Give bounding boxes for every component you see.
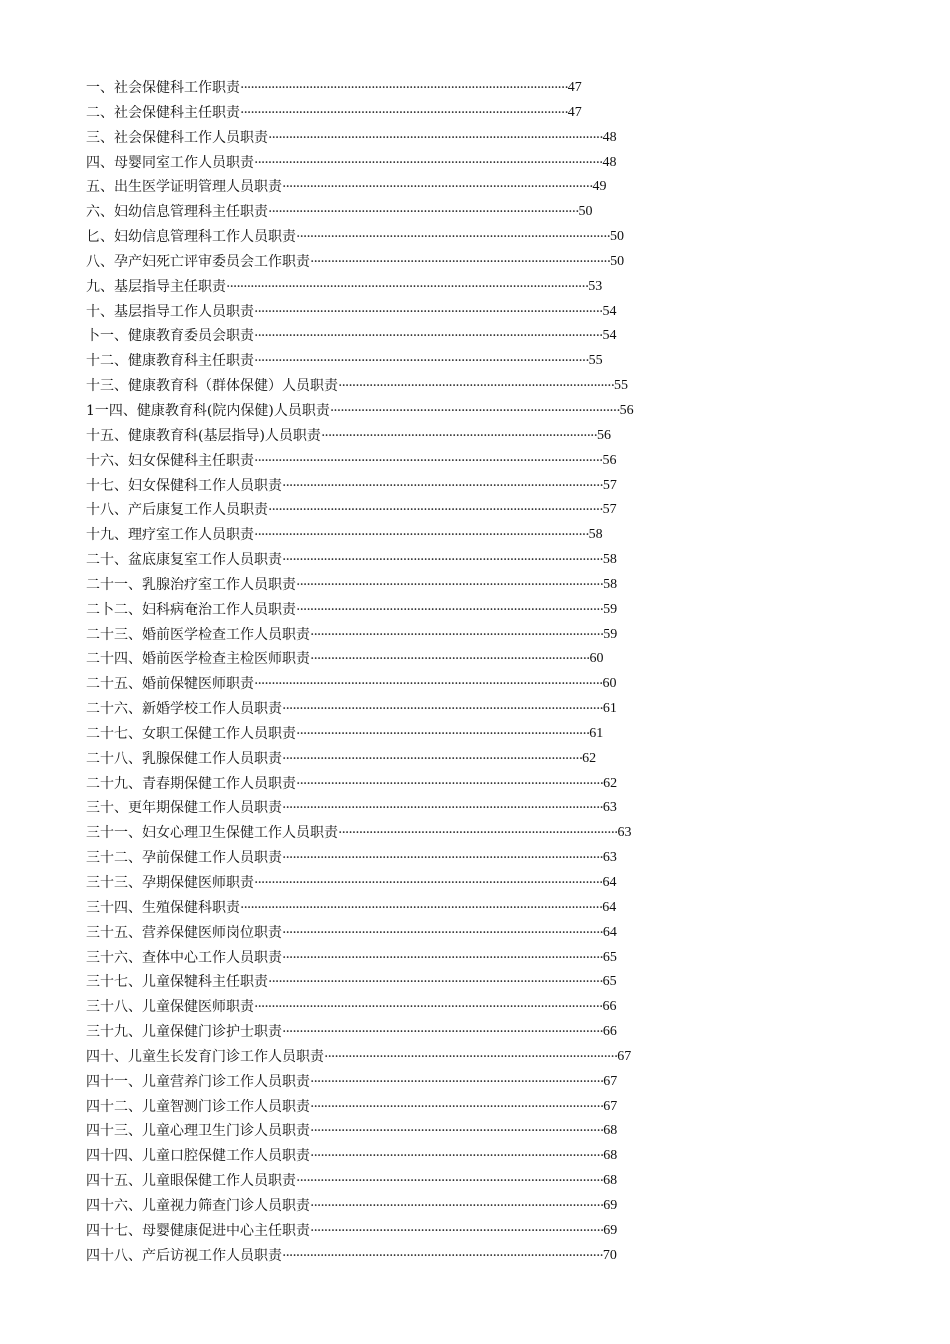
toc-entry-title: 二卜二、妇科病奄治工作人员职责 — [86, 601, 296, 618]
toc-page-number: 50 — [610, 253, 625, 269]
toc-leader-dots: ····························································································· — [282, 1247, 603, 1264]
toc-page-number: 50 — [578, 204, 593, 220]
toc-entry[interactable] — [86, 1045, 826, 1070]
toc-entry[interactable] — [86, 1169, 826, 1194]
toc-entry-title: 三十八、儿童保健医师职责 — [86, 999, 254, 1016]
toc-page-number: 67 — [603, 1073, 618, 1089]
toc-leader-dots: ······························································································· — [240, 80, 568, 96]
toc-page-number: 65 — [602, 974, 617, 990]
toc-entry[interactable] — [86, 970, 826, 995]
toc-leader-dots: ····································································································· — [254, 303, 603, 320]
toc-leader-dots: ····························································································· — [282, 949, 603, 966]
toc-entry-title: 匕、妇幼信息管理科工作人员职责 — [86, 229, 296, 246]
toc-entry[interactable] — [86, 1119, 826, 1144]
toc-entry[interactable] — [86, 374, 826, 399]
toc-page-number: 64 — [602, 875, 617, 890]
toc-page-number: 62 — [603, 775, 618, 791]
toc-page-number: 59 — [603, 601, 618, 617]
toc-page-number: 68 — [603, 1173, 618, 1189]
toc-entry[interactable] — [86, 324, 826, 349]
toc-entry-title: 二十、盆底康复室工作人员职责 — [86, 552, 282, 569]
toc-page-number: 68 — [603, 1123, 618, 1139]
toc-leader-dots: ·························································································· — [268, 204, 579, 221]
toc-page-number: 48 — [602, 154, 617, 170]
toc-leader-dots: ····························································································· — [282, 924, 603, 941]
toc-entry[interactable] — [86, 772, 826, 797]
toc-leader-dots: ···················································································· — [329, 402, 620, 419]
toc-entry[interactable] — [86, 672, 826, 697]
toc-leader-dots: ········································································································· — [226, 278, 589, 295]
toc-entry[interactable] — [86, 200, 826, 225]
toc-leader-dots: ················································································ — [338, 378, 615, 395]
toc-entry-title: 二十七、女职工保健工作人员职责 — [86, 725, 296, 742]
toc-page-number: 61 — [589, 725, 604, 741]
toc-leader-dots: ························································································· — [296, 576, 604, 593]
toc-page-number: 47 — [567, 80, 582, 95]
toc-entry-title: 二十九、青春期保健工作人员职责 — [86, 775, 296, 792]
toc-leader-dots: ····························································································· — [282, 1024, 603, 1041]
toc-page-number: 50 — [609, 229, 624, 245]
toc-leader-dots: ················································································· — [338, 825, 618, 842]
toc-entry[interactable] — [86, 871, 826, 896]
toc-page-number: 55 — [588, 353, 603, 369]
toc-entry-title: 三十六、查体中心工作人员职责 — [86, 949, 282, 966]
toc-page-number: 55 — [614, 378, 629, 394]
toc-leader-dots: ····································································································· — [254, 875, 603, 891]
toc-page-number: 65 — [602, 949, 617, 965]
toc-leader-dots: ································································································· — [268, 129, 603, 146]
toc-entry[interactable] — [86, 449, 826, 474]
toc-entry[interactable] — [86, 995, 826, 1020]
toc-entry[interactable] — [86, 921, 826, 946]
toc-entry-title: 四十六、儿童视力筛查门诊人员职责 — [86, 1197, 310, 1214]
toc-entry-title: 四十、儿童生长发育门诊工作人员职责 — [86, 1048, 324, 1065]
toc-entry[interactable] — [86, 349, 826, 374]
toc-page-number: 66 — [602, 999, 617, 1015]
toc-page-number: 64 — [602, 924, 617, 940]
toc-leader-dots: ····················································································· — [310, 1073, 604, 1090]
toc-entry[interactable] — [86, 101, 826, 126]
toc-leader-dots: ······················································································· — [310, 253, 611, 270]
toc-page-number: 69 — [603, 1222, 618, 1238]
toc-entry[interactable] — [86, 1070, 826, 1095]
toc-entry[interactable] — [86, 175, 826, 200]
toc-entry[interactable] — [86, 722, 826, 747]
toc-page-number: 47 — [567, 104, 582, 120]
toc-entry-title: 八、孕产妇死亡评审委员会工作职责 — [86, 253, 310, 270]
toc-page-number: 56 — [619, 402, 634, 418]
toc-leader-dots: ····················································································· — [324, 1048, 618, 1065]
toc-page-number: 63 — [617, 825, 632, 841]
toc-entry-title: 十七、妇女保健科工作人员职责 — [86, 477, 282, 494]
toc-leader-dots: ································································································· — [254, 527, 589, 544]
toc-leader-dots: ····························································································· — [282, 850, 603, 867]
toc-entry[interactable] — [86, 250, 826, 275]
toc-page-number: 63 — [602, 800, 617, 816]
toc-entry[interactable] — [86, 1095, 826, 1120]
toc-leader-dots: ····················································································· — [310, 1222, 604, 1239]
toc-entry[interactable] — [86, 647, 826, 672]
toc-entry[interactable] — [86, 275, 826, 300]
toc-entry-title: 三十九、儿童保健门诊护士职责 — [86, 1024, 282, 1041]
toc-page-number: 58 — [602, 552, 617, 568]
toc-page-number: 67 — [617, 1048, 632, 1064]
toc-leader-dots: ····························································································· — [282, 552, 603, 569]
toc-page-number: 60 — [602, 676, 617, 692]
toc-entry[interactable] — [86, 1144, 826, 1169]
toc-leader-dots: ················································································ — [320, 427, 597, 444]
toc-entry-title: 六、妇幼信息管理科主任职责 — [86, 204, 268, 221]
toc-entry-title: 二十五、婚前保犍医师职责 — [86, 676, 254, 693]
toc-entry[interactable] — [86, 399, 826, 424]
toc-entry-title: 三十一、妇女心理卫生保健工作人员职责 — [86, 825, 338, 842]
toc-entry-title: 十八、产后康复工作人员职责 — [86, 502, 268, 519]
toc-leader-dots: ························································································· — [296, 775, 604, 792]
toc-entry-title: 二十八、乳腺保健工作人员职责 — [86, 750, 282, 767]
toc-leader-dots: ····································································································· — [254, 154, 603, 171]
toc-page-number: 57 — [602, 477, 617, 493]
toc-page-number: 63 — [602, 850, 617, 866]
toc-entry[interactable] — [86, 598, 826, 623]
toc-entry[interactable] — [86, 498, 826, 523]
toc-leader-dots: ························································································· — [296, 601, 604, 618]
toc-entry-title: 三十五、营养保健医师岗位职责 — [86, 924, 282, 941]
toc-page-number: 61 — [602, 701, 617, 717]
toc-entry[interactable] — [86, 424, 826, 449]
toc-entry[interactable] — [86, 300, 826, 325]
toc-entry[interactable] — [86, 474, 826, 499]
toc-page-number: 64 — [602, 899, 617, 915]
toc-leader-dots: ····················································································· — [310, 1123, 604, 1140]
toc-entry-title: 四十四、儿童口腔保健工作人员职责 — [86, 1148, 310, 1165]
toc-entry-title: 十二、健康教育科主任职责 — [86, 353, 254, 370]
toc-entry-title: 四十五、儿童眼保健工作人员职责 — [86, 1173, 296, 1190]
toc-page-number: 56 — [602, 452, 617, 468]
toc-page-number: 58 — [603, 576, 618, 592]
toc-page-number: 68 — [603, 1148, 618, 1164]
toc-leader-dots: ····································································································· — [254, 999, 603, 1016]
toc-page-number: 59 — [603, 626, 618, 642]
toc-entry-title: 十五、健康教育科(基层指导)人员职责 — [86, 427, 321, 444]
toc-entry[interactable] — [86, 523, 826, 548]
toc-leader-dots: ····················································································· — [310, 1098, 604, 1115]
toc-entry[interactable] — [86, 1194, 826, 1219]
toc-leader-dots: ····································································································· — [254, 452, 603, 469]
toc-leader-dots: ······················································································· — [282, 750, 583, 767]
toc-entry-title: 四十八、产后访视工作人员职责 — [86, 1247, 282, 1264]
toc-entry-title: 十六、妇女保健科主任职责 — [86, 452, 254, 469]
toc-entry-title: 十三、健康教育科（群体保健）人员职责 — [86, 378, 338, 395]
toc-entry[interactable] — [86, 126, 826, 151]
toc-leader-dots: ····················································································· — [310, 1197, 604, 1214]
toc-leader-dots: ····················································································· — [310, 1148, 604, 1165]
toc-entry[interactable] — [86, 573, 826, 598]
toc-page-number: 58 — [588, 527, 603, 543]
toc-page-number: 69 — [603, 1197, 618, 1213]
toc-entry[interactable] — [86, 946, 826, 971]
toc-entry-title: 三十四、生殖保健科职责 — [86, 899, 240, 916]
toc-entry-title: 三、社会保健科工作人员职责 — [86, 129, 268, 146]
toc-entry[interactable] — [86, 548, 826, 573]
toc-entry-title: 三十、更年期保健工作人员职责 — [86, 800, 282, 817]
toc-page-number: 60 — [589, 651, 604, 667]
toc-entry-title: 四十二、儿童智测门诊工作人员职责 — [86, 1098, 310, 1115]
toc-leader-dots: ····························································································· — [282, 800, 603, 817]
toc-page-number: 57 — [602, 502, 617, 518]
toc-page-number: 53 — [588, 278, 603, 294]
toc-entry-title: 二、社会保健科主任职责 — [86, 104, 240, 121]
toc-entry[interactable] — [86, 225, 826, 250]
toc-entry-title: 二十四、婚前医学检查主检医师职责 — [86, 651, 310, 668]
toc-leader-dots: ································································································· — [254, 353, 589, 370]
toc-page-number: 56 — [596, 427, 611, 443]
toc-entry[interactable] — [86, 697, 826, 722]
toc-entry-title: 三十七、儿童保犍科主任职责 — [86, 974, 268, 991]
toc-entry-title: 十、基层指导工作人员职责 — [86, 303, 254, 320]
toc-entry[interactable] — [86, 151, 826, 176]
toc-entry-title: 四、母婴同室工作人员职责 — [86, 154, 254, 171]
toc-entry[interactable] — [86, 896, 826, 921]
toc-page-number: 66 — [602, 1024, 617, 1040]
toc-page-number: 67 — [603, 1098, 618, 1114]
toc-leader-dots: ························································································· — [296, 1173, 604, 1190]
toc-entry-title: 卜一、健康教育委员会职责 — [86, 328, 254, 345]
toc-entry-title: 四十一、儿童营养门诊工作人员职责 — [86, 1073, 310, 1090]
toc-entry-title: 三十三、孕期保健医师职责 — [86, 875, 254, 891]
toc-leader-dots: ······························································································· — [240, 104, 568, 121]
toc-leader-dots: ····························································································· — [282, 701, 603, 718]
toc-leader-dots: ··························································································· — [296, 229, 610, 246]
toc-entry[interactable] — [86, 76, 826, 101]
toc-entry[interactable] — [86, 821, 826, 846]
toc-leader-dots: ········································································································· — [240, 899, 603, 916]
table-of-contents — [86, 76, 826, 1269]
toc-leader-dots: ····························································································· — [282, 477, 603, 494]
toc-entry-title: 二十六、新婚学校工作人员职责 — [86, 701, 282, 718]
toc-entry-title: 二十三、婚前医学检查工作人员职责 — [86, 626, 310, 643]
toc-leader-dots: ················································································· — [310, 651, 590, 668]
toc-entry-title: 三十二、孕前保健工作人员职责 — [86, 850, 282, 867]
toc-entry[interactable] — [86, 747, 826, 772]
toc-leader-dots: ····································································································· — [254, 328, 603, 345]
toc-page-number: 54 — [602, 328, 617, 344]
toc-entry-title: 九、基层指导主任职责 — [86, 278, 226, 295]
toc-entry-title: 五、出生医学证明管理人员职责 — [86, 179, 282, 196]
toc-entry[interactable] — [86, 1219, 826, 1244]
toc-leader-dots: ····················································································· — [296, 725, 590, 742]
toc-leader-dots: ····································································································· — [254, 676, 603, 693]
toc-leader-dots: ····················································································· — [310, 626, 604, 643]
toc-leader-dots: ································································································· — [268, 974, 603, 991]
toc-entry-title: 一、社会保健科工作职责 — [86, 80, 240, 96]
toc-leader-dots: ································································································· — [268, 502, 603, 519]
toc-entry[interactable] — [86, 846, 826, 871]
toc-page-number: 70 — [602, 1247, 617, 1263]
toc-page-number: 62 — [582, 750, 597, 766]
toc-entry-title: 四十三、儿童心理卫生门诊人员职责 — [86, 1123, 310, 1140]
toc-page-number: 48 — [602, 129, 617, 145]
toc-entry[interactable] — [86, 1244, 826, 1269]
toc-entry-title: 四十七、母婴健康促进中心主任职责 — [86, 1222, 310, 1239]
toc-leader-dots: ·························································································· — [282, 179, 593, 196]
toc-entry-title: 1一四、健康教育科(院内保健)人员职责 — [86, 402, 330, 419]
toc-entry[interactable] — [86, 1020, 826, 1045]
toc-page-number: 49 — [592, 179, 607, 195]
toc-page-number: 54 — [602, 303, 617, 319]
toc-entry[interactable] — [86, 796, 826, 821]
toc-entry-title: 二十一、乳腺治疗室工作人员职责 — [86, 576, 296, 593]
toc-entry[interactable] — [86, 623, 826, 648]
toc-entry-title: 十九、理疗室工作人员职责 — [86, 527, 254, 544]
